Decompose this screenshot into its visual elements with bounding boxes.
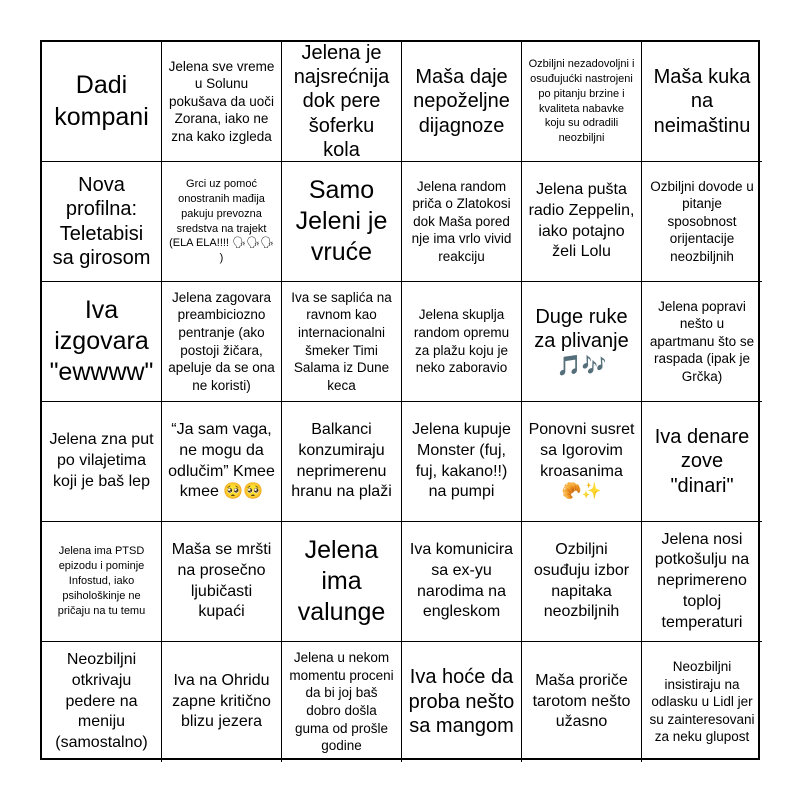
- bingo-cell-r1-c2[interactable]: Jelena sve vreme u Solunu pokušava da uoči Zorana, iako ne zna kako izgleda: [162, 42, 282, 162]
- bingo-cell-r4-c3[interactable]: Balkanci konzumiraju neprimerenu hranu na plaži: [282, 402, 402, 522]
- bingo-cell-r5-c3[interactable]: Jelena ima valunge: [282, 522, 402, 642]
- bingo-cell-r4-c2[interactable]: “Ja sam vaga, ne mogu da odlučim” Kmee kmee 🥺🥺: [162, 402, 282, 522]
- bingo-cell-r5-c2[interactable]: Maša se mršti na prosečno ljubičasti kupaći: [162, 522, 282, 642]
- bingo-cell-r6-c1[interactable]: Neozbiljni otkrivaju pedere na meniju (samostalno): [42, 642, 162, 762]
- bingo-cell-r5-c4[interactable]: Iva komunicira sa ex-yu narodima na engleskom: [402, 522, 522, 642]
- bingo-cell-r6-c3[interactable]: Jelena u nekom momentu proceni da bi joj baš dobro došla guma od prošle godine: [282, 642, 402, 762]
- bingo-cell-r1-c6[interactable]: Maša kuka na neimaštinu: [642, 42, 762, 162]
- bingo-cell-r2-c6[interactable]: Ozbiljni dovode u pitanje sposobnost orijentacije neozbiljnih: [642, 162, 762, 282]
- bingo-cell-r5-c6[interactable]: Jelena nosi potkošulju na neprimereno toploj temperaturi: [642, 522, 762, 642]
- bingo-cell-r6-c4[interactable]: Iva hoće da proba nešto sa mangom: [402, 642, 522, 762]
- bingo-cell-r2-c4[interactable]: Jelena random priča o Zlatokosi dok Maša pored nje ima vrlo vivid reakciju: [402, 162, 522, 282]
- bingo-cell-r3-c4[interactable]: Jelena skuplja random opremu za plažu koju je neko zaboravio: [402, 282, 522, 402]
- bingo-cell-r4-c4[interactable]: Jelena kupuje Monster (fuj, fuj, kakano!!) na pumpi: [402, 402, 522, 522]
- bingo-cell-r3-c2[interactable]: Jelena zagovara preambiciozno pentranje (ako postoji žičara, apeluje da se ona ne koristi): [162, 282, 282, 402]
- bingo-cell-r1-c4[interactable]: Maša daje nepoželjne dijagnoze: [402, 42, 522, 162]
- bingo-cell-r3-c3[interactable]: Iva se saplića na ravnom kao internacionalni šmeker Timi Salama iz Dune keca: [282, 282, 402, 402]
- bingo-cell-r6-c5[interactable]: Maša proriče tarotom nešto užasno: [522, 642, 642, 762]
- bingo-cell-r2-c5[interactable]: Jelena pušta radio Zeppelin, iako potajno želi Lolu: [522, 162, 642, 282]
- bingo-cell-r6-c2[interactable]: Iva na Ohridu zapne kritično blizu jezera: [162, 642, 282, 762]
- bingo-cell-r2-c1[interactable]: Nova profilna: Teletabisi sa girosom: [42, 162, 162, 282]
- bingo-cell-r2-c3[interactable]: Samo Jeleni je vruće: [282, 162, 402, 282]
- bingo-cell-r5-c5[interactable]: Ozbiljni osuđuju izbor napitaka neozbiljnih: [522, 522, 642, 642]
- bingo-cell-r1-c5[interactable]: Ozbiljni nezadovoljni i osuđujućki nastrojeni po pitanju brzine i kvaliteta nabavke koju su odradili neozbiljni: [522, 42, 642, 162]
- bingo-cell-r2-c2[interactable]: Grci uz pomoć onostranih mađija pakuju prevozna sredstva na trajekt (ELA ELA!!!! 🗣🗣🗣 ): [162, 162, 282, 282]
- bingo-cell-r4-c5[interactable]: Ponovni susret sa Igorovim kroasanima 🥐✨: [522, 402, 642, 522]
- bingo-cell-r6-c6[interactable]: Neozbiljni insistiraju na odlasku u Lidl jer su zainteresovani za neku glupost: [649, 659, 755, 745]
- bingo-cell-r4-c6[interactable]: Iva denare zove "dinari": [642, 402, 762, 522]
- bingo-cell-r3-c5[interactable]: Duge ruke za plivanje 🎵🎶: [522, 282, 642, 402]
- bingo-cell-r3-c1[interactable]: Iva izgovara "ewwww": [42, 282, 162, 402]
- bingo-cell-r1-c3[interactable]: Jelena je najsrećnija dok pere šoferku kola: [282, 42, 402, 162]
- bingo-board: [40, 40, 760, 760]
- bingo-cell-r1-c1[interactable]: Dadi kompani: [42, 42, 162, 162]
- bingo-cell-r3-c6[interactable]: Jelena popravi nešto u apartmanu što se raspada (ipak je Grčka): [642, 282, 762, 402]
- bingo-cell-r4-c1[interactable]: Jelena zna put po vilajetima koji je baš lep: [42, 402, 162, 522]
- bingo-cell-r5-c1[interactable]: Jelena ima PTSD epizodu i pominje Infostud, iako psihološkinje ne pričaju na tu temu: [42, 522, 162, 642]
